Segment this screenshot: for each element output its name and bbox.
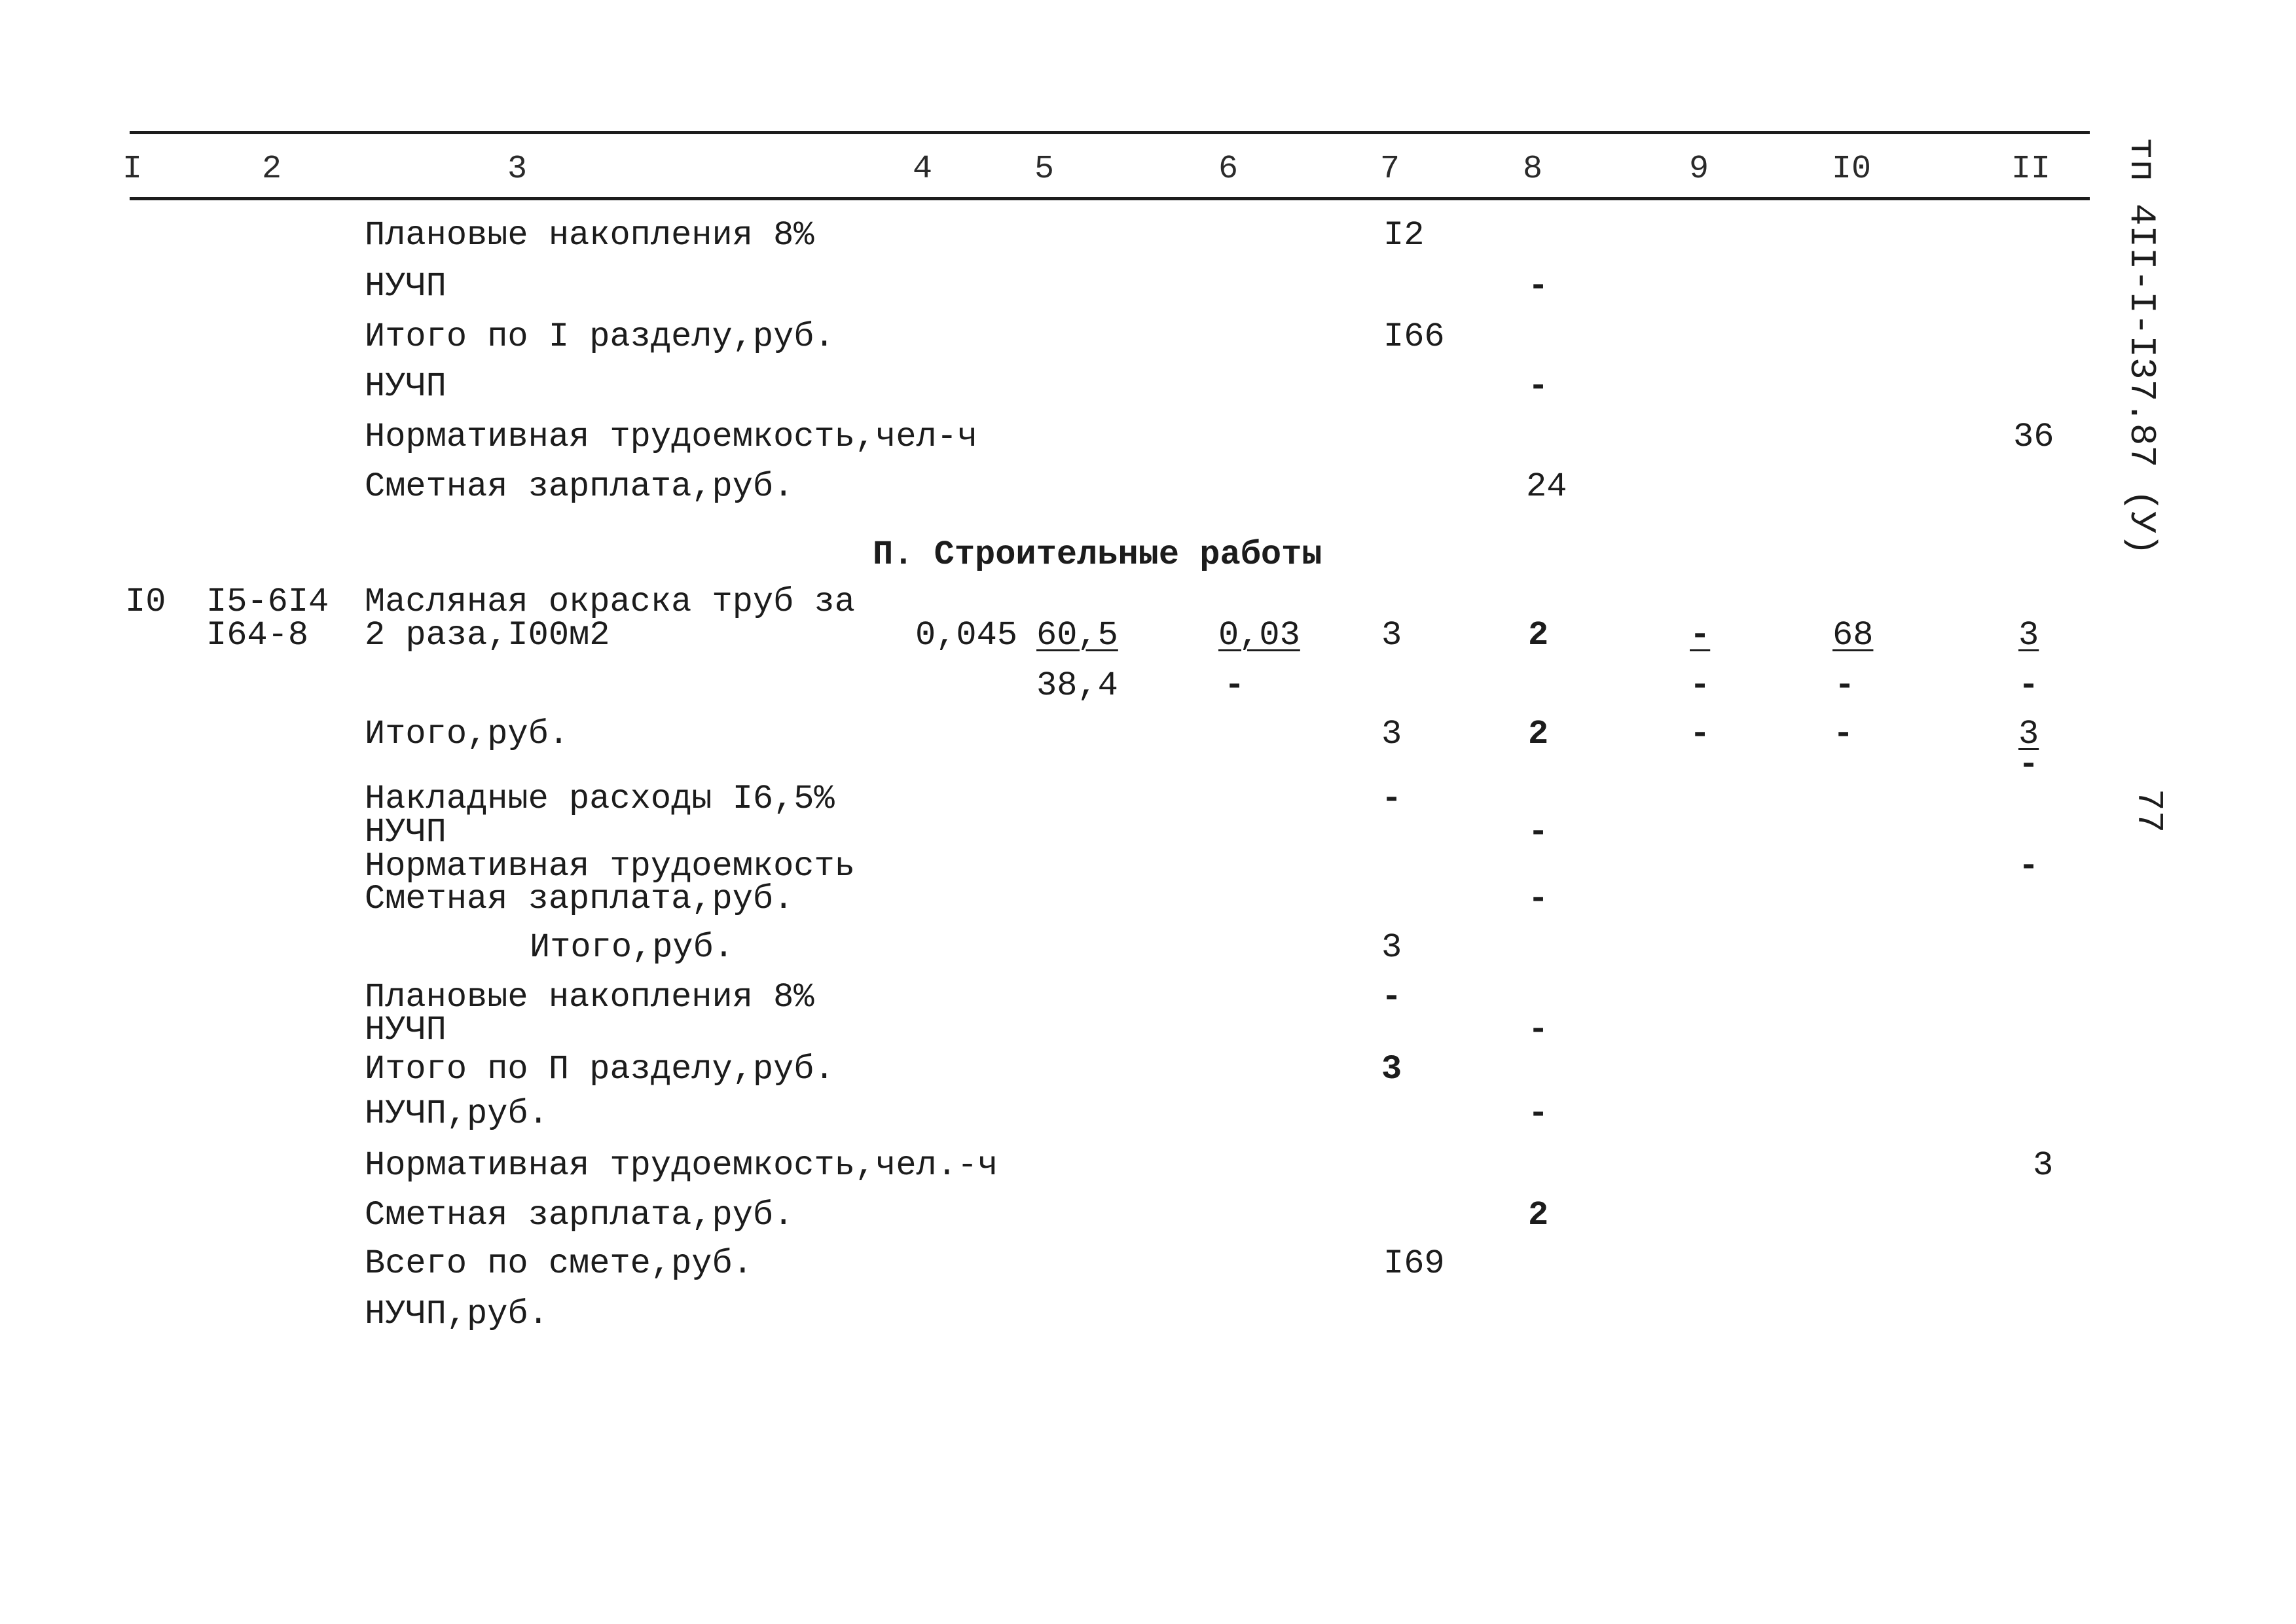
summary-label: НУЧП — [365, 267, 446, 306]
item-total-col11-bottom: - — [2018, 746, 2039, 784]
item-col8: 2 — [1528, 616, 1549, 655]
summary-value-col7: - — [1381, 780, 1402, 818]
item-col11-bottom: - — [2018, 666, 2039, 705]
summary-label: Плановые накопления 8% — [365, 216, 814, 255]
item-total-col10: - — [1833, 715, 1854, 753]
summary-value-col8: - — [1528, 1094, 1549, 1133]
item-number: I0 — [125, 583, 166, 621]
col-header-4: 4 — [913, 151, 933, 188]
col-header-2: 2 — [262, 151, 282, 188]
col-header-10: I0 — [1832, 151, 1872, 188]
summary-value-col7: - — [1381, 978, 1402, 1017]
summary-value-col8: - — [1528, 367, 1549, 406]
summary-value-col7: 3 — [1381, 928, 1402, 967]
item-code: I64-8 — [206, 616, 309, 655]
summary-value-col8: - — [1528, 813, 1549, 852]
summary-value-col8: - — [1528, 880, 1549, 918]
summary-value-col11: - — [2018, 847, 2039, 886]
summary-label: Сметная зарплата,руб. — [365, 880, 794, 918]
summary-value-col7: I66 — [1383, 317, 1445, 356]
item-total-label: Итого,руб. — [365, 715, 570, 753]
item-col9-bottom: - — [1690, 666, 1711, 705]
summary-label: Плановые накопления 8% — [365, 978, 814, 1017]
summary-label: НУЧП — [365, 813, 446, 852]
col-header-1: I — [122, 151, 143, 188]
col-header-7: 7 — [1380, 151, 1400, 188]
table-header-rule — [130, 197, 2090, 200]
item-col11-top: 3 — [2018, 616, 2039, 655]
item-col5-top: 60,5 — [1036, 616, 1118, 655]
summary-value-col8: - — [1528, 1011, 1549, 1049]
summary-value-col8: 2 — [1528, 1196, 1549, 1235]
summary-value-col7: I69 — [1383, 1244, 1445, 1283]
summary-label: НУЧП — [365, 1011, 446, 1049]
item-col9-top: - — [1690, 616, 1711, 655]
summary-label: Нормативная трудоемкость,чел.-ч — [365, 1146, 998, 1185]
summary-value-col7: I2 — [1383, 216, 1425, 255]
col-header-9: 9 — [1689, 151, 1709, 188]
col-header-3: 3 — [507, 151, 528, 188]
col-header-11: II — [2011, 151, 2051, 188]
summary-label: Нормативная трудоемкость,чел-ч — [365, 418, 978, 456]
summary-label: Всего по смете,руб. — [365, 1244, 753, 1283]
summary-label: Итого по I разделу,руб. — [365, 317, 835, 356]
item-col7: 3 — [1381, 616, 1402, 655]
section2-title: П. Строительные работы — [873, 535, 1322, 574]
item-col10-top: 68 — [1832, 616, 1874, 655]
summary-label: Итого по П разделу,руб. — [365, 1050, 835, 1089]
summary-label: НУЧП,руб. — [365, 1094, 549, 1133]
summary-label: Накладные расходы I6,5% — [365, 780, 835, 818]
summary-value-col7: 3 — [1381, 1050, 1402, 1089]
col-header-8: 8 — [1523, 151, 1543, 188]
col-header-5: 5 — [1034, 151, 1055, 188]
item-total-col11-top: 3 — [2018, 715, 2039, 753]
document-code: тп 4II-I-I37.87 (У) — [2121, 137, 2162, 556]
item-name: Масляная окраска труб за — [365, 583, 855, 621]
page-number: 77 — [2128, 789, 2170, 833]
item-col6-bottom: - — [1224, 666, 1245, 705]
summary-label: Нормативная трудоемкость — [365, 847, 855, 886]
col-header-6: 6 — [1218, 151, 1239, 188]
item-quantity: 0,045 — [915, 616, 1018, 655]
item-code: I5-6I4 — [206, 583, 329, 621]
item-total-col9: - — [1690, 715, 1711, 753]
item-col10-bottom: - — [1834, 666, 1855, 705]
item-col5-bottom: 38,4 — [1036, 666, 1118, 705]
summary-label: Сметная зарплата,руб. — [365, 1196, 794, 1235]
table-top-rule — [130, 131, 2090, 134]
summary-value-col11: 3 — [2033, 1146, 2054, 1185]
summary-label: Итого,руб. — [530, 928, 735, 967]
summary-label: НУЧП,руб. — [365, 1295, 549, 1333]
item-col6-top: 0,03 — [1218, 616, 1300, 655]
summary-value-col8: 24 — [1526, 467, 1567, 506]
item-total-col8: 2 — [1528, 715, 1549, 753]
summary-label: Сметная зарплата,руб. — [365, 467, 794, 506]
summary-label: НУЧП — [365, 367, 446, 406]
summary-value-col11: 36 — [2013, 418, 2054, 456]
summary-value-col8: - — [1528, 267, 1549, 306]
item-total-col7: 3 — [1381, 715, 1402, 753]
item-name: 2 раза,I00м2 — [365, 616, 610, 655]
